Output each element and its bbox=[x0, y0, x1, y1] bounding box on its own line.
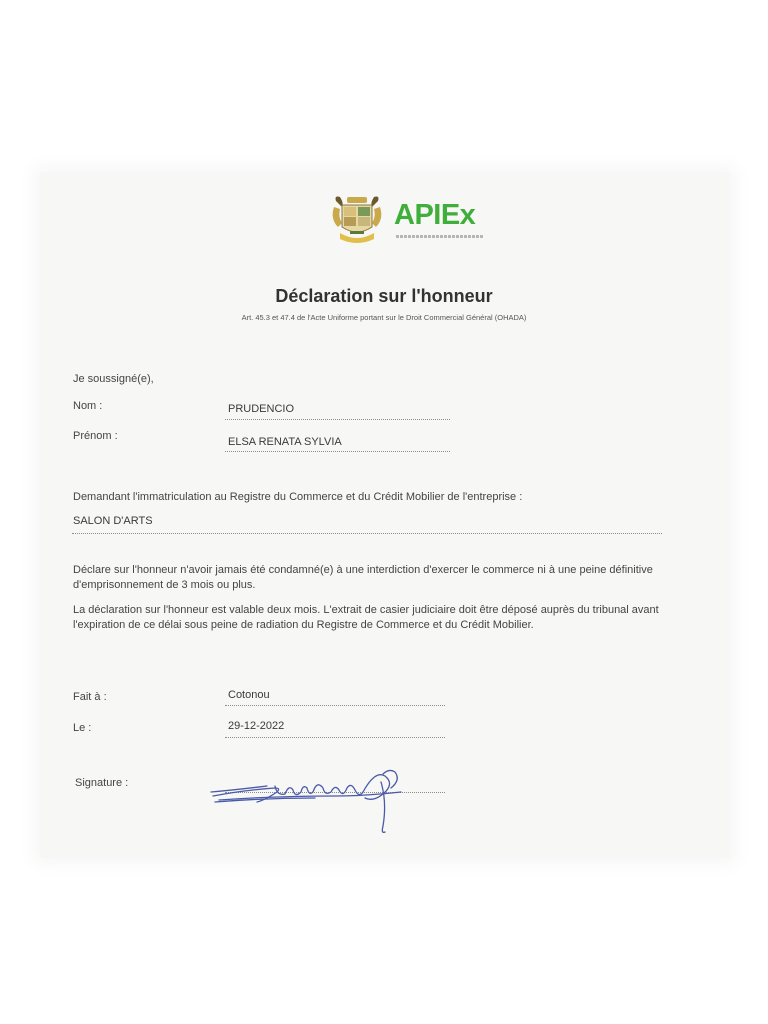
company-value: SALON D'ARTS bbox=[73, 515, 153, 527]
request-text: Demandant l'immatriculation au Registre du Commerce et du Crédit Mobilier de l'entreprise : bbox=[73, 491, 523, 503]
apiex-tagline-decoration bbox=[396, 235, 484, 238]
le-label: Le : bbox=[73, 722, 92, 734]
document-title: Déclaration sur l'honneur bbox=[275, 286, 493, 306]
le-underline bbox=[225, 737, 445, 738]
prenom-value: ELSA RENATA SYLVIA bbox=[228, 436, 342, 448]
benin-coat-of-arms-icon bbox=[330, 193, 384, 247]
document-subtitle: Art. 45.3 et 47.4 de l'Acte Uniforme portant sur le Droit Commercial Général (OHADA) bbox=[241, 313, 527, 322]
company-underline bbox=[72, 533, 662, 534]
validity-text: La déclaration sur l'honneur est valable deux mois. L'extrait de casier judiciaire doit être déposé auprès du tribunal avant l'expiration de ce délai sous peine de radiation du Registre de Commerce et du Crédit Mobilier. bbox=[73, 604, 659, 631]
nom-underline bbox=[225, 419, 450, 420]
handwritten-signature-icon bbox=[205, 762, 415, 842]
declaration-text: Déclare sur l'honneur n'avoir jamais été condamné(e) à une interdiction d'exercer le commerce ni à une peine définitive d'emprisonnement de 3 mois ou plus. bbox=[73, 564, 653, 591]
prenom-underline bbox=[225, 451, 450, 452]
fait-label: Fait à : bbox=[73, 691, 107, 703]
nom-label: Nom : bbox=[73, 400, 103, 412]
apiex-logo: APIEx bbox=[394, 199, 476, 231]
le-value: 29-12-2022 bbox=[228, 720, 285, 732]
fait-underline bbox=[225, 705, 445, 706]
fait-value: Cotonou bbox=[228, 689, 270, 701]
signature-label: Signature : bbox=[75, 777, 129, 789]
intro-text: Je soussigné(e), bbox=[73, 373, 154, 385]
prenom-label: Prénom : bbox=[73, 430, 118, 442]
nom-value: PRUDENCIO bbox=[228, 403, 295, 415]
header-logos bbox=[330, 193, 490, 249]
